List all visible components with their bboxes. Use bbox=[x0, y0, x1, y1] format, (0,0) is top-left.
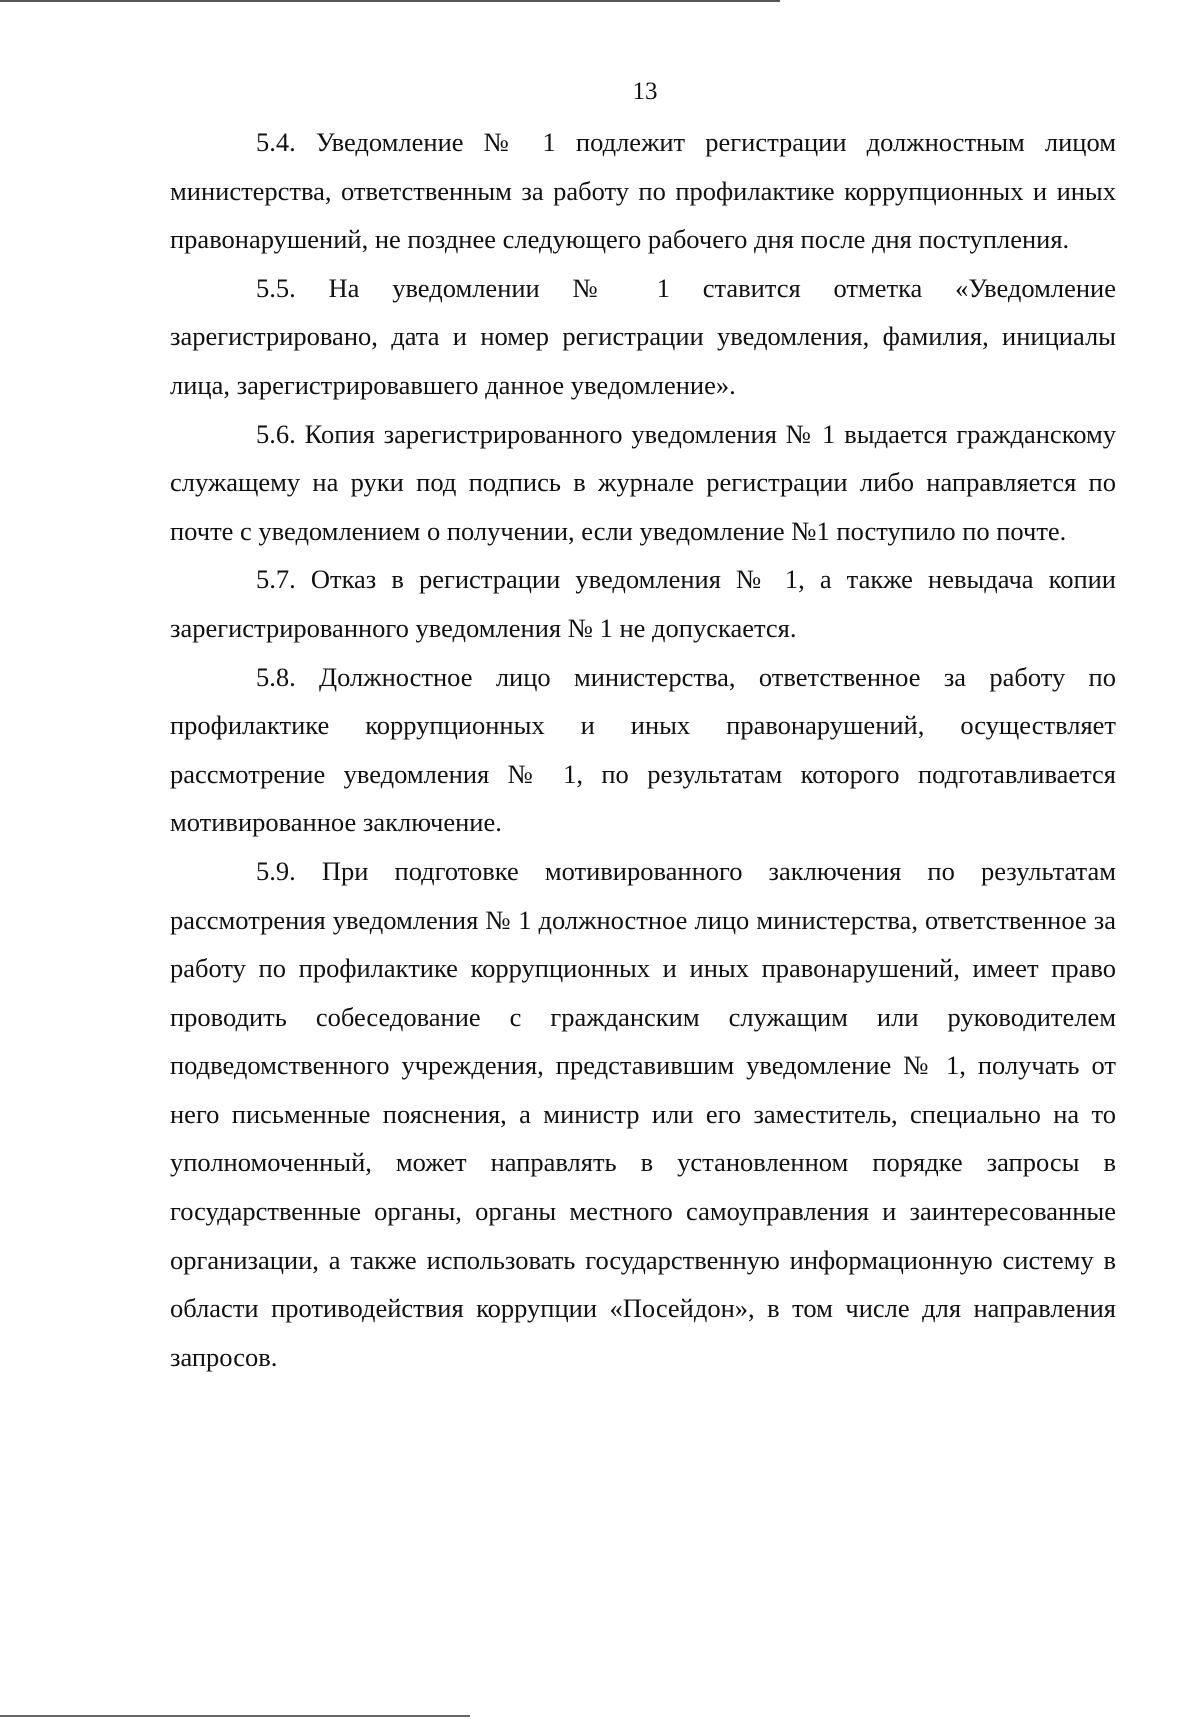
scan-edge-bottom bbox=[0, 1715, 470, 1717]
paragraph-5-4: 5.4. Уведомление № 1 подлежит регистрации должностным лицом министерства, ответственным за работу по профилактике коррупционных и иных правонарушений, не позднее следующего рабочего дня после дня поступления. bbox=[170, 127, 1116, 255]
scan-edge-top bbox=[0, 0, 780, 2]
page-number: 13 bbox=[632, 78, 658, 105]
paragraph-5-8: 5.8. Должностное лицо министерства, ответственное за работу по профилактике коррупционных и иных правонарушений, осуществляет рассмотрение уведомления № 1, по результатам которого подготавливается мотивированное заключение. bbox=[170, 661, 1116, 838]
paragraph-5-7: 5.7. Отказ в регистрации уведомления № 1, а также невыдача копии зарегистрированного уведомления № 1 не допускается. bbox=[170, 564, 1116, 643]
document-body bbox=[170, 118, 1116, 1381]
paragraph-5-5: 5.5. На уведомлении № 1 ставится отметка «Уведомление зарегистрировано, дата и номер регистрации уведомления, фамилия, инициалы лица, зарегистрировавшего данное уведомление». bbox=[170, 272, 1116, 400]
paragraph-5-9: 5.9. При подготовке мотивированного заключения по результатам рассмотрения уведомления № 1 должностное лицо министерства, ответственное за работу по профилактике коррупционных и иных правонарушений, имеет право проводить собеседование с гражданским служащим или руководителем подведомственного учреждения, представившим уведомление № 1, получать от него письменные пояснения, а министр или его заместитель, специально на то уполномоченный, может направлять в установленном порядке запросы в государственные органы, органы местного самоуправления и заинтересованные организации, а также использовать государственную информационную систему в области противодействия коррупции «Посейдон», в том числе для направления запросов. bbox=[170, 855, 1116, 1372]
paragraph-5-6: 5.6. Копия зарегистрированного уведомления № 1 выдается гражданскому служащему на руки под подпись в журнале регистрации либо направляется по почте с уведомлением о получении, если уведомление №1 поступило по почте. bbox=[170, 418, 1116, 546]
